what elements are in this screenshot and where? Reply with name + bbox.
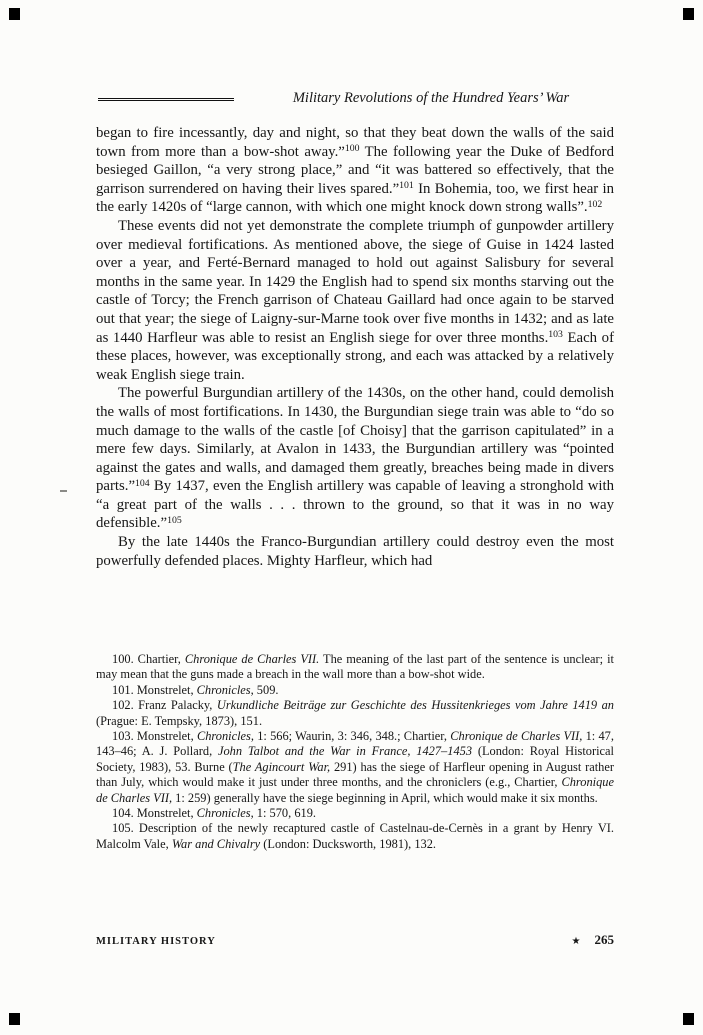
text-segment: (London: Royal Historical Society, 1983), 53. Burne ( [96, 744, 614, 774]
running-header [98, 90, 614, 107]
footnote-reference: 105 [167, 515, 182, 527]
corner-mark-top-left [9, 8, 20, 20]
text-segment: Chronique de Charles VII, [450, 729, 583, 744]
footnote [96, 652, 614, 683]
corner-mark-top-right [683, 8, 694, 20]
footnote-reference: 100 [344, 143, 360, 155]
page-number: 265 [594, 932, 614, 947]
footnote [96, 698, 614, 729]
text-segment: By 1437, even the English artillery was capable of leaving a stronghold with “a great part of the walls . . . thrown to the ground, so that it was in no way defensible.” [96, 478, 614, 532]
text-segment: The following year the Duke of Bedford besieged Gaillon, “a very strong place,” and “it was battered so effectively, that the garrison surrendered on having their lives spared.” [96, 143, 614, 197]
text-segment: (Prague: E. Tempsky, 1873), 151. [96, 713, 263, 728]
text-segment: Chronique de Charles VII, [96, 775, 614, 805]
text-segment: The powerful Burgundian artillery of the 1430s, on the other hand, could demolish the walls of most fortifications. In 1430, the Burgundian siege train was able to “do so much damage to the walls of the castle [of Choisy] that the garrison capitulated” in a mere few days. Similarly, at Avalon in 1433, the Burgundian artillery was “pointed against the gates and walls, and damaged them greatly, breaches being made in divers parts.” [96, 385, 614, 495]
text-segment: 102. Franz Palacky, [112, 698, 217, 713]
text-segment: 291) has the siege of Harfleur opening in August rather than July, which would make it just under three months, and the chroniclers (e.g., Chartier, [96, 759, 614, 790]
footnote-reference: 102 [587, 198, 603, 210]
text-segment: 1: 566; Waurin, 3: 346, 348.; Chartier, [253, 729, 451, 744]
text-segment: 100. Chartier, [112, 652, 185, 666]
body-paragraph [96, 533, 614, 570]
text-segment: War and Chivalry [171, 836, 261, 851]
text-segment: Chronique de Charles VII. [184, 652, 320, 666]
page-footer [96, 932, 614, 948]
text-segment: 105. Description of the newly recaptured castle of Castelnau-de-Cernès in a grant by Henry VI. Malcolm Vale, [96, 821, 614, 851]
body-paragraph [96, 217, 614, 384]
star-icon: ★ [571, 936, 581, 947]
footnote-reference: 103 [548, 329, 563, 341]
text-segment: 1: 259) generally have the siege beginning in April, which would make it six months. [172, 790, 598, 805]
text-segment: Each of these places, however, was exceptionally strong, and each was attacked by a relatively weak English siege train. [96, 329, 614, 383]
running-header-title: Military Revolutions of the Hundred Years’ War [292, 90, 570, 106]
text-segment: Chronicles, [196, 806, 254, 821]
text-segment: Chronicles, [196, 729, 254, 744]
text-segment: (London: Ducksworth, 1981), 132. [260, 836, 437, 851]
header-rule [98, 98, 234, 101]
text-segment: The meaning of the last part of the sentence is unclear; it may mean that the guns made a breach in the wall more than a bow-shot wide. [96, 652, 614, 682]
footnote-reference: 101 [399, 180, 414, 192]
body-paragraph [96, 384, 614, 533]
corner-mark-bottom-right [683, 1013, 694, 1025]
text-segment: began to fire incessantly, day and night, so that they beat down the walls of the said town from more than a bow-shot away.” [96, 125, 614, 160]
body-paragraph [96, 124, 614, 217]
text-segment: 509. [253, 682, 279, 697]
footnote [96, 683, 614, 698]
text-segment: The Agincourt War, [232, 759, 331, 774]
text-segment: Chronicles, [196, 682, 254, 697]
journal-name: MILITARY HISTORY [96, 936, 216, 947]
text-segment: 103. Monstrelet, [112, 729, 197, 744]
footnote [96, 806, 614, 821]
footnotes-section [96, 652, 614, 852]
text-segment: 1: 570, 619. [253, 806, 317, 821]
text-segment: John Talbot and the War in France, 1427–1453 [217, 744, 473, 759]
text-segment: Urkundliche Beiträge zur Geschichte des Hussitenkrieges vom Jahre 1419 an [216, 698, 614, 713]
footnote [96, 821, 614, 852]
text-segment: These events did not yet demonstrate the complete triumph of gunpowder artillery over medieval fortifications. As mentioned above, the siege of Guise in 1424 lasted over a year, and Ferté-Bernard managed to hold out against Salisbury for several months in the same year. In 1429 the English had to spend six months starving out the castle of Torcy; the French garrison of Chateau Gaillard had once again to be starved out that year; the siege of Laigny-sur-Marne took over five months in 1432; and as late as 1440 Harfleur was able to resist an English siege for over three months. [96, 217, 614, 346]
footnote-reference: 104 [135, 477, 150, 489]
text-segment: By the late 1440s the Franco-Burgundian artillery could destroy even the most powerfully defended places. Mighty Harfleur, which had [96, 534, 614, 569]
corner-mark-bottom-left [9, 1013, 20, 1025]
margin-mark [60, 490, 67, 492]
text-segment: 101. Monstrelet, [112, 682, 197, 697]
text-segment: 104. Monstrelet, [112, 806, 197, 821]
text-segment: In Bohemia, too, we first hear in the early 1420s of “large cannon, with which one might knock down strong walls”. [96, 180, 614, 216]
text-segment: 1: 47, 143–46; A. J. Pollard, [96, 729, 614, 759]
footnote [96, 729, 614, 806]
page-number-group [572, 932, 614, 948]
body-text [96, 124, 614, 570]
